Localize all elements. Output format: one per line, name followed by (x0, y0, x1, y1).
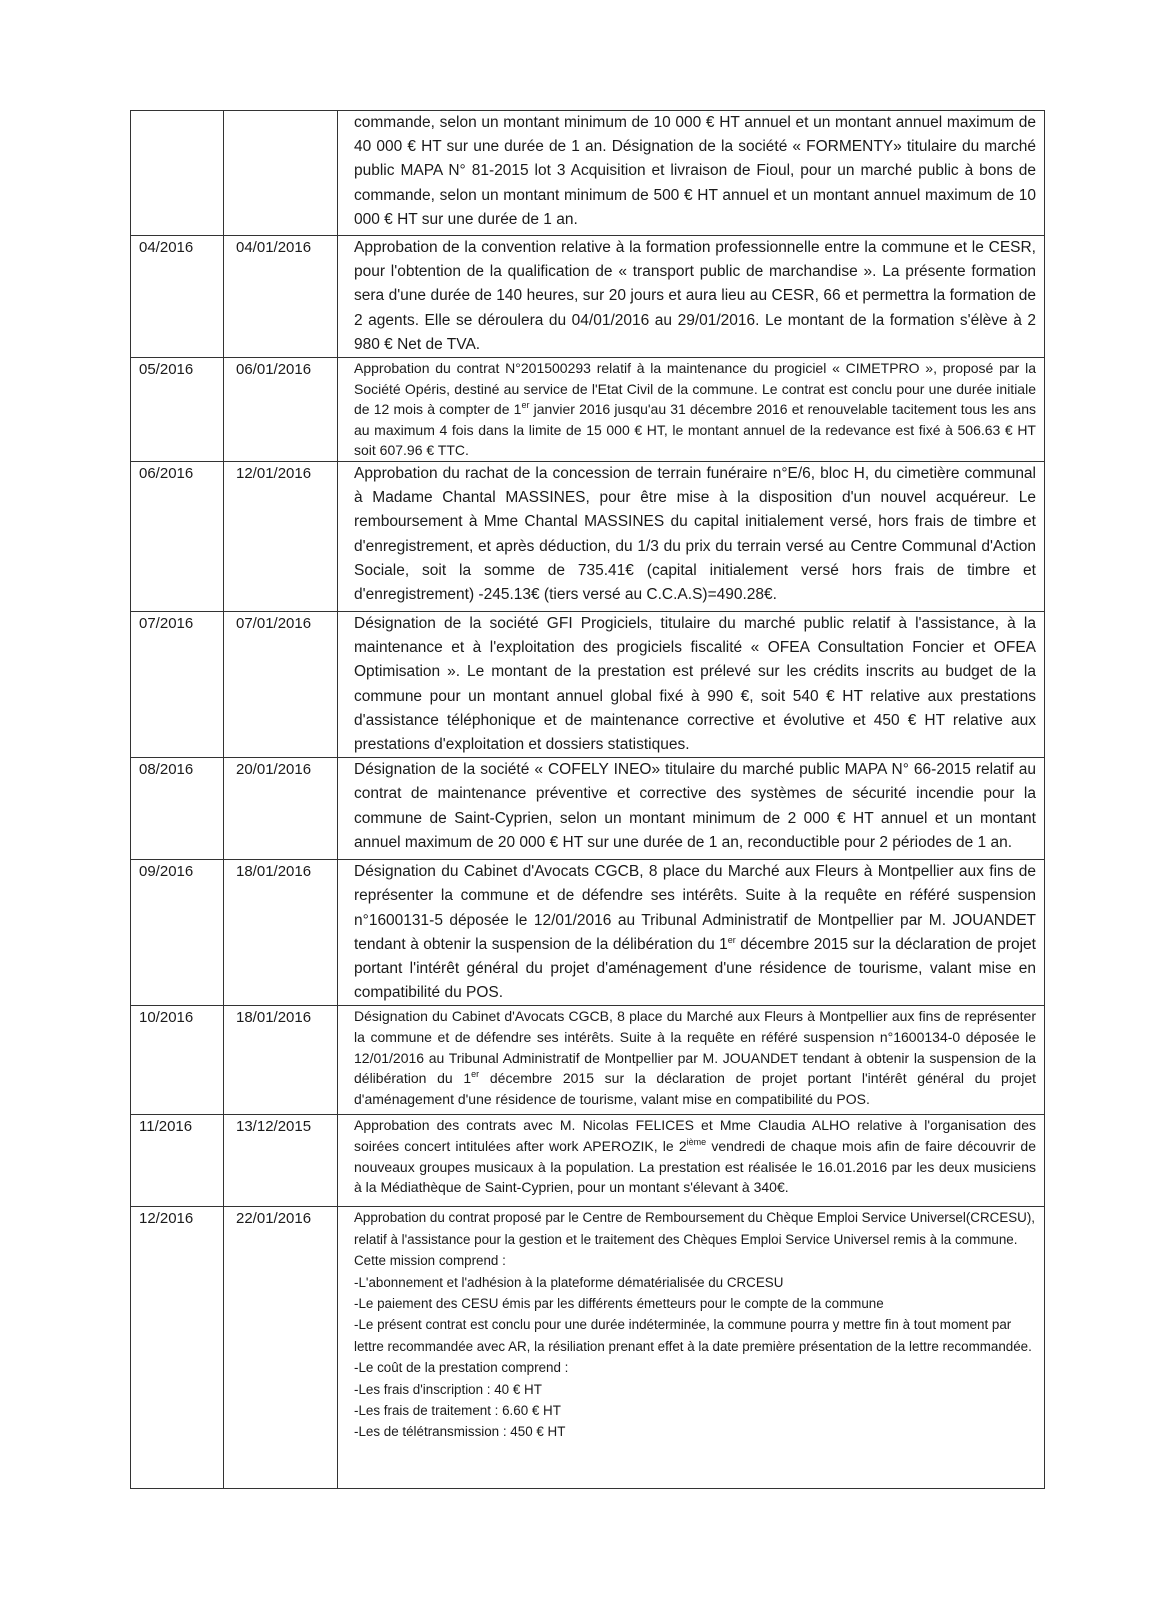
table-row (131, 111, 1045, 236)
description-line: -Les frais de traitement : 6.60 € HT (354, 1403, 561, 1419)
description-text: Désignation du Cabinet d'Avocats CGCB, 8 place du Marché aux Fleurs à Montpellier aux fins de représenter la commune et de défendre ses intérêts. Suite à la requête en référé suspension n°1600131-5 déposée le 12/01/2016 au Tribunal Administratif de Montpellier par M. JOUANDET tendant à obtenir la suspension de la délibération du 1 (354, 863, 1036, 953)
decision-description (338, 860, 1045, 1006)
decision-number: 04/2016 (131, 236, 224, 358)
description-text: Approbation du contrat N°201500293 relatif à la maintenance du progiciel « CIMETPRO », proposé par la Société Opéris, destiné au service de l'Etat Civil de la commune. Le contrat est conclu pour une durée initiale de 12 mois à compter de 1 (354, 360, 1036, 418)
decision-number (131, 111, 224, 236)
decision-date: 07/01/2016 (224, 611, 338, 757)
decision-date: 04/01/2016 (224, 236, 338, 358)
decision-description (338, 1115, 1045, 1207)
ordinal-superscript: er (521, 400, 530, 411)
description-text: Approbation de la convention relative à la formation professionnelle entre la commune et le CESR, pour l'obtention de la qualification de « transport public de marchandise ». La présente formation sera d'une durée de 140 heures, sur 20 jours et aura lieu au CESR, 66 et permettra la formation de 2 agents. Elle se déroulera du 04/01/2016 au 29/01/2016. Le montant de la formation s'élève à 2 980 € Net de TVA. (354, 239, 1036, 353)
description-text: Approbation du rachat de la concession de terrain funéraire n°E/6, bloc H, du cimetière communal à Madame Chantal MASSINES, pour être mise à la disposition d'un nouvel acquéreur. Le remboursement à Mme Chantal MASSINES du capital initialement versé, hors frais de timbre et d'enregistrement, et après déduction, du 1/3 du prix du terrain versé au Centre Communal d'Action Sociale, soit la somme de 735.41€ (capital initialement versé hors frais de timbre et d'enregistrement) -245.13€ (tiers versé au C.C.A.S)=490.28€. (354, 464, 1036, 603)
description-text: Désignation de la société GFI Progiciels, titulaire du marché public relatif à l'assistance, à la maintenance et à l'exploitation des progiciels fiscalité « OFEA Consultation Foncier et OFEA Optimisation ». Le montant de la prestation est prélevé sur les crédits inscrits au budget de la commune pour un montant annuel global fixé à 990 €, soit 540 € HT relative aux prestations d'assistance téléphonique et de maintenance corrective et évolutive et 450 € HT relative aux prestations d'exploitation et dossiers statistiques. (354, 614, 1036, 753)
description-text: décembre 2015 sur la déclaration de projet portant l'intérêt général du projet d'aménagement d'une résidence de tourisme, valant mise en compatibilité du POS. (354, 1070, 1036, 1107)
table-row (131, 358, 1045, 462)
table-row (131, 860, 1045, 1006)
description-text: commande, selon un montant minimum de 10 000 € HT annuel et un montant annuel maximum de 40 000 € HT sur une durée de 1 an. Désignation de la société « FORMENTY» titulaire du marché public MAPA N° 81-2015 lot 3 Acquisition et livraison de Fioul, pour un marché public à bons de commande, selon un montant minimum de 500 € HT annuel et un montant annuel maximum de 10 000 € HT sur une durée de 1 an. (354, 114, 1036, 228)
description-intro: Approbation du contrat proposé par le Centre de Remboursement du Chèque Emploi Service Universel(CRCESU), relatif à l'assistance pour la gestion et le traitement des Chèques Emploi Service Universel remis à la commune. Cette mission comprend : (354, 1210, 1036, 1269)
decision-number: 09/2016 (131, 860, 224, 1006)
decision-date: 13/12/2015 (224, 1115, 338, 1207)
decision-date: 06/01/2016 (224, 358, 338, 462)
decision-description (338, 1207, 1045, 1489)
description-line: -L'abonnement et l'adhésion à la plateforme dématérialisée du CRCESU (354, 1274, 784, 1290)
description-line: -Les frais d'inscription : 40 € HT (354, 1381, 542, 1397)
table-row (131, 1115, 1045, 1207)
decision-date (224, 111, 338, 236)
decision-description (338, 236, 1045, 358)
description-line: -Les de télétransmission : 450 € HT (354, 1424, 566, 1440)
decision-number: 11/2016 (131, 1115, 224, 1207)
decision-number: 05/2016 (131, 358, 224, 462)
decision-description (338, 111, 1045, 236)
decision-number: 12/2016 (131, 1207, 224, 1489)
description-line: -Le paiement des CESU émis par les différents émetteurs pour le compte de la commune (354, 1296, 884, 1312)
decision-number: 07/2016 (131, 611, 224, 757)
description-text: janvier 2016 jusqu'au 31 décembre 2016 et renouvelable tacitement tous les ans au maximum 4 fois dans la limite de 15 000 € HT, le montant annuel de la redevance est fixé à 506.63 € HT soit 607.96 € TTC. (354, 401, 1036, 459)
description-text: Désignation de la société « COFELY INEO» titulaire du marché public MAPA N° 66-2015 relatif au contrat de maintenance préventive et corrective des systèmes de sécurité incendie pour la commune de Saint-Cyprien, selon un montant minimum de 2 000 € HT annuel et un montant annuel maximum de 20 000 € HT sur une durée de 1 an, reconductible pour 2 périodes de 1 an. (354, 761, 1036, 851)
decision-date: 18/01/2016 (224, 1006, 338, 1115)
decision-description (338, 1006, 1045, 1115)
description-line: -Le présent contrat est conclu pour une durée indéterminée, la commune pourra y mettre fin à tout moment par lettre recommandée avec AR, la résiliation prenant effet à la date première présentation de la lettre recommandée. (354, 1317, 1032, 1354)
ordinal-superscript: ième (686, 1137, 707, 1148)
table-row (131, 611, 1045, 757)
table-row (131, 758, 1045, 860)
decision-description (338, 758, 1045, 860)
description-text: décembre 2015 sur la déclaration de projet portant l'intérêt général du projet d'aménagement d'une résidence de tourisme, valant mise en compatibilité du POS. (354, 935, 1036, 1002)
decision-date: 20/01/2016 (224, 758, 338, 860)
decision-description (338, 461, 1045, 611)
decision-date: 12/01/2016 (224, 461, 338, 611)
table-row (131, 1207, 1045, 1489)
decision-number: 08/2016 (131, 758, 224, 860)
description-text: Désignation du Cabinet d'Avocats CGCB, 8 place du Marché aux Fleurs à Montpellier aux fins de représenter la commune et de défendre ses intérêts. Suite à la requête en référé suspension n°1600134-0 déposée le 12/01/2016 au Tribunal Administratif de Montpellier par M. JOUANDET tendant à obtenir la suspension de la délibération du 1 (354, 1008, 1036, 1087)
decision-number: 10/2016 (131, 1006, 224, 1115)
decision-date: 18/01/2016 (224, 860, 338, 1006)
table-row (131, 236, 1045, 358)
ordinal-superscript: er (727, 934, 736, 945)
description-line: -Le coût de la prestation comprend : (354, 1360, 569, 1376)
decision-number: 06/2016 (131, 461, 224, 611)
description-text: vendredi de chaque mois afin de faire découvrir de nouveaux groupes musicaux à la population. La prestation est réalisée le 16.01.2016 par les deux musiciens à la Médiathèque de Saint-Cyprien, pour un montant s'élevant à 340€. (354, 1138, 1036, 1196)
decisions-table (130, 110, 1045, 1489)
ordinal-superscript: er (471, 1069, 480, 1080)
table-row (131, 461, 1045, 611)
decision-description (338, 358, 1045, 462)
description-text: Approbation des contrats avec M. Nicolas FELICES et Mme Claudia ALHO relative à l'organisation des soirées concert intitulées after work APEROZIK, le 2 (354, 1117, 1036, 1155)
table-row (131, 1006, 1045, 1115)
decision-description (338, 611, 1045, 757)
decision-date: 22/01/2016 (224, 1207, 338, 1489)
